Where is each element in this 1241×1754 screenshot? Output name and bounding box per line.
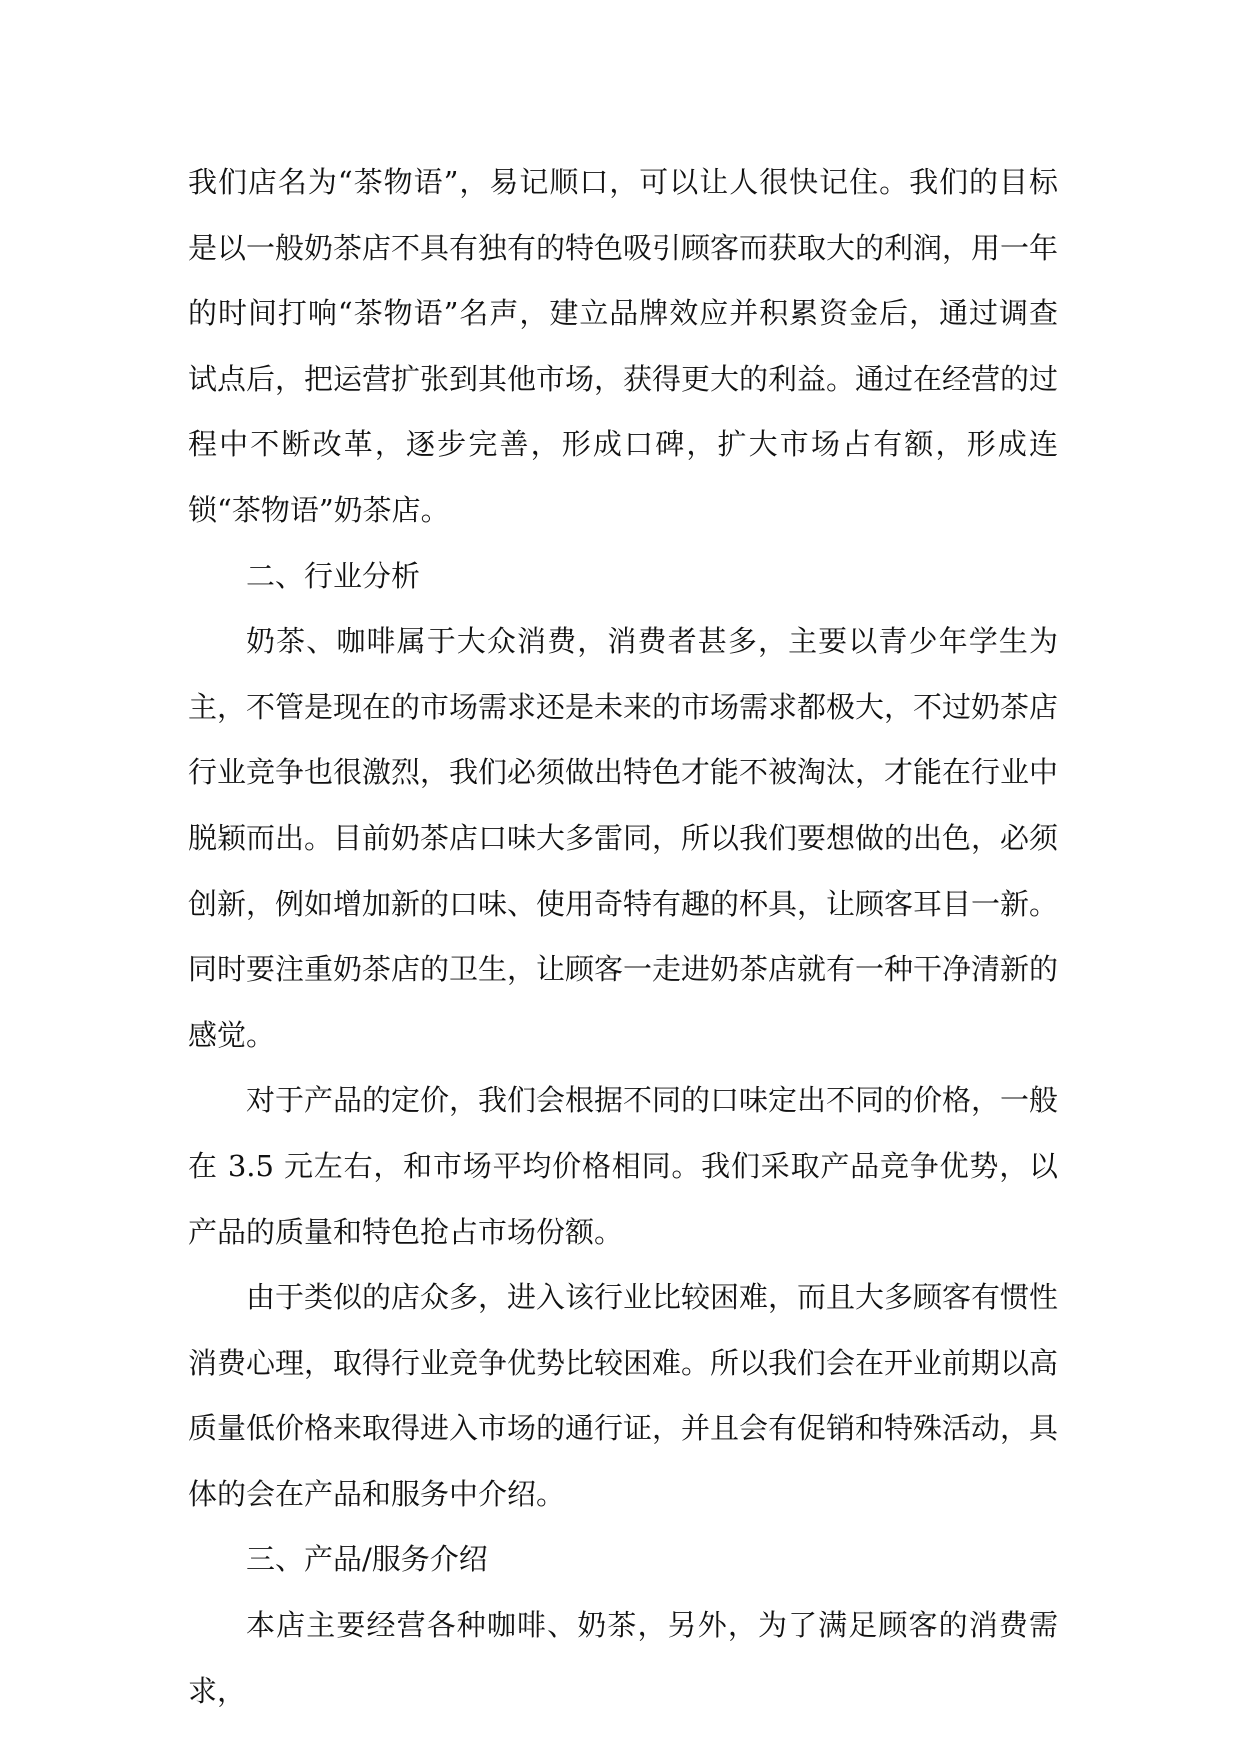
section-heading-industry-analysis: 二、行业分析 [246, 558, 421, 593]
paragraph-intro: 我们店名为“茶物语”，易记顺口，可以让人很快记住。我们的目标是以一般奶茶店不具有独有的特色吸引顾客而获取大的利润，用一年的时间打响“茶物语”名声，建立品牌效应并积累资金后，通过调查试点后，把运营扩张到其他市场，获得更大的利益。通过在经营的过程中不断改革，逐步完善，形成口碑，扩大市场占有额，形成连锁“茶物语”奶茶店。 [188, 165, 1059, 527]
paragraph-pricing: 对于产品的定价，我们会根据不同的口味定出不同的价格，一般在 3.5 元左右，和市场平均价格相同。我们采取产品竞争优势，以产品的质量和特色抢占市场份额。 [188, 1083, 1059, 1249]
section-heading-products-services: 三、产品/服务介绍 [246, 1542, 488, 1577]
paragraph-market-entry: 由于类似的店众多，进入该行业比较困难，而且大多顾客有惯性消费心理，取得行业竞争优势比较困难。所以我们会在开业前期以高质量低价格来取得进入市场的通行证，并且会有促销和特殊活动，具体的会在产品和服务中介绍。 [188, 1280, 1059, 1511]
paragraph-products: 本店主要经营各种咖啡、奶茶，另外，为了满足顾客的消费需求， [188, 1608, 1058, 1708]
paragraph-industry-analysis: 奶茶、咖啡属于大众消费，消费者甚多，主要以青少年学生为主，不管是现在的市场需求还是未来的市场需求都极大，不过奶茶店行业竞争也很激烈，我们必须做出特色才能不被淘汰，才能在行业中脱颖而出。目前奶茶店口味大多雷同，所以我们要想做的出色，必须创新，例如增加新的口味、使用奇特有趣的杯具，让顾客耳目一新。同时要注重奶茶店的卫生，让顾客一走进奶茶店就有一种干净清新的感觉。 [188, 624, 1059, 1052]
document-page [188, 150, 1058, 1724]
